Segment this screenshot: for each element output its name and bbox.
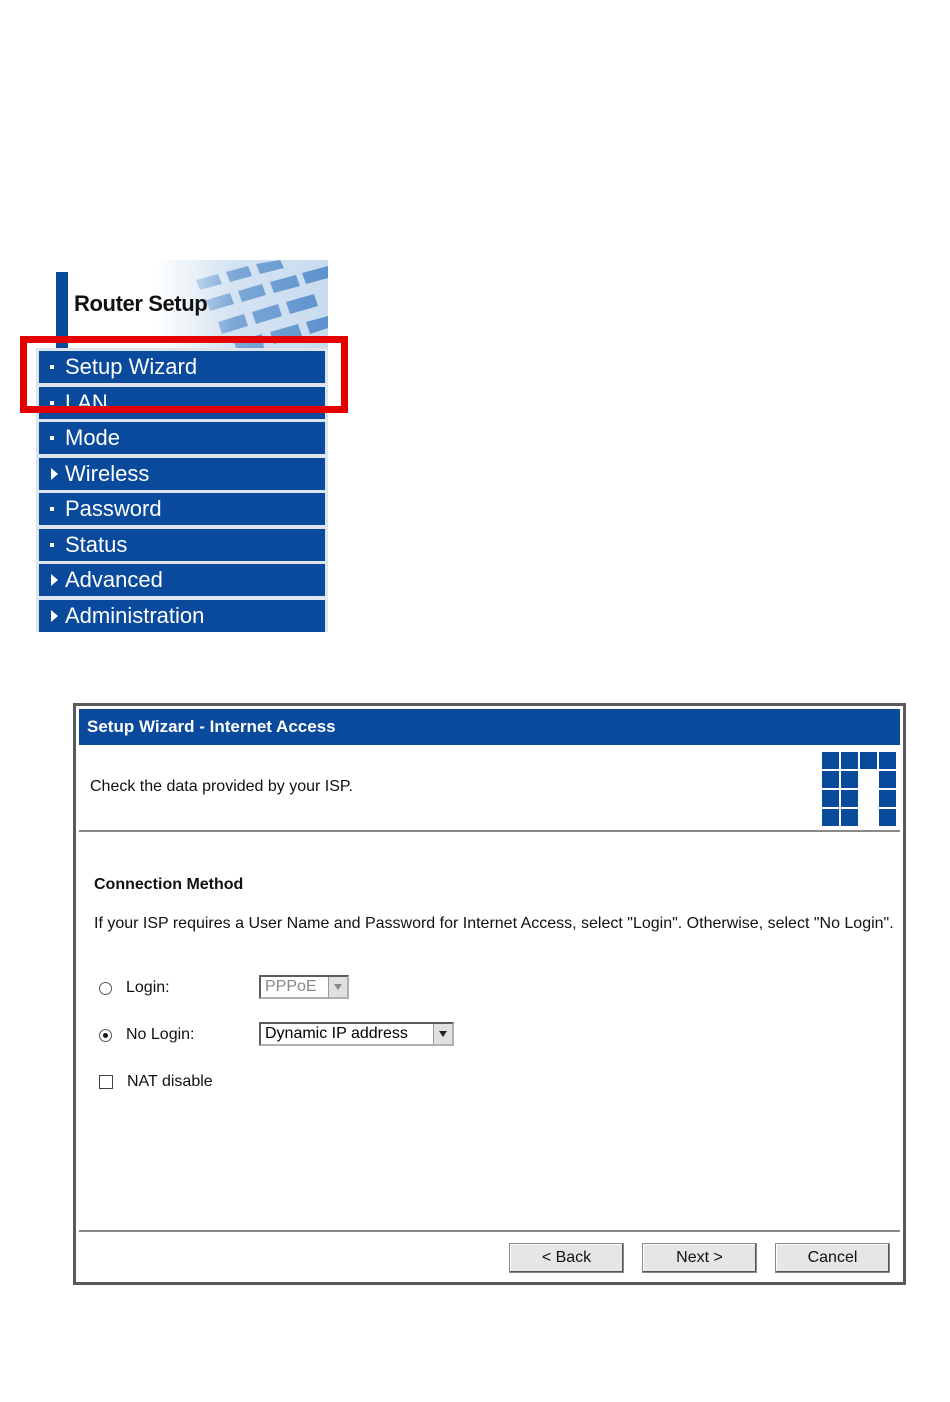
wizard-body bbox=[79, 832, 900, 1232]
connection-method-heading: Connection Method bbox=[94, 876, 244, 893]
login-label: Login: bbox=[126, 979, 170, 996]
menu-title: Router Setup bbox=[74, 291, 208, 316]
no-login-type-value: Dynamic IP address bbox=[265, 1025, 408, 1042]
login-type-select[interactable] bbox=[259, 975, 349, 999]
wizard-title: Setup Wizard - Internet Access bbox=[87, 717, 336, 736]
login-option-row bbox=[99, 979, 170, 997]
wizard-title-bar bbox=[79, 709, 900, 745]
next-button[interactable]: Next > bbox=[642, 1243, 757, 1273]
router-setup-menu bbox=[36, 260, 328, 635]
wizard-footer bbox=[79, 1232, 900, 1282]
setup-wizard-highlight-box bbox=[20, 336, 348, 413]
menu-item-label: Administration bbox=[65, 602, 205, 628]
cancel-button[interactable]: Cancel bbox=[775, 1243, 890, 1273]
wizard-subtitle: Check the data provided by your ISP. bbox=[90, 778, 353, 795]
no-login-type-select[interactable] bbox=[259, 1022, 454, 1046]
back-button[interactable]: < Back bbox=[509, 1243, 624, 1273]
nat-disable-checkbox[interactable] bbox=[99, 1075, 113, 1089]
menu-header bbox=[36, 260, 328, 348]
menu-item-label: Password bbox=[65, 496, 162, 521]
menu-item-label: Setup Wizard bbox=[65, 354, 198, 379]
brand-logo-icon bbox=[822, 752, 896, 826]
menu-item-administration[interactable] bbox=[39, 600, 325, 632]
chevron-down-icon[interactable] bbox=[433, 1024, 452, 1044]
setup-wizard-panel bbox=[73, 703, 906, 1285]
no-login-option-row bbox=[99, 1026, 195, 1044]
menu-item-label: LAN bbox=[65, 389, 108, 415]
triangle-right-icon bbox=[39, 574, 65, 586]
menu-item-status[interactable] bbox=[39, 529, 325, 561]
triangle-right-icon bbox=[39, 610, 65, 622]
chevron-down-icon[interactable] bbox=[328, 977, 347, 997]
menu-item-wireless[interactable] bbox=[39, 458, 325, 490]
menu-item-mode[interactable] bbox=[39, 422, 325, 454]
wizard-header bbox=[79, 746, 900, 832]
menu-item-label: Mode bbox=[65, 425, 121, 450]
menu-item-label: Advanced bbox=[65, 567, 163, 592]
no-login-radio[interactable] bbox=[99, 1029, 112, 1042]
menu-item-advanced[interactable] bbox=[39, 564, 325, 596]
nat-disable-row bbox=[99, 1073, 213, 1091]
no-login-label: No Login: bbox=[126, 1026, 195, 1043]
login-type-value: PPPoE bbox=[265, 978, 317, 995]
bullet-dot-icon bbox=[39, 436, 65, 440]
menu-item-label: Status bbox=[65, 531, 128, 557]
nat-disable-label: NAT disable bbox=[127, 1073, 213, 1090]
bullet-dot-icon bbox=[39, 507, 65, 511]
triangle-right-icon bbox=[39, 468, 65, 480]
menu-item-password[interactable] bbox=[39, 493, 325, 525]
connection-method-description: If your ISP requires a User Name and Password for Internet Access, select "Login". Otherwise, select "No Login". bbox=[94, 915, 894, 932]
login-radio[interactable] bbox=[99, 982, 112, 995]
menu-item-label: Wireless bbox=[65, 460, 150, 486]
bullet-dot-icon bbox=[39, 543, 65, 547]
